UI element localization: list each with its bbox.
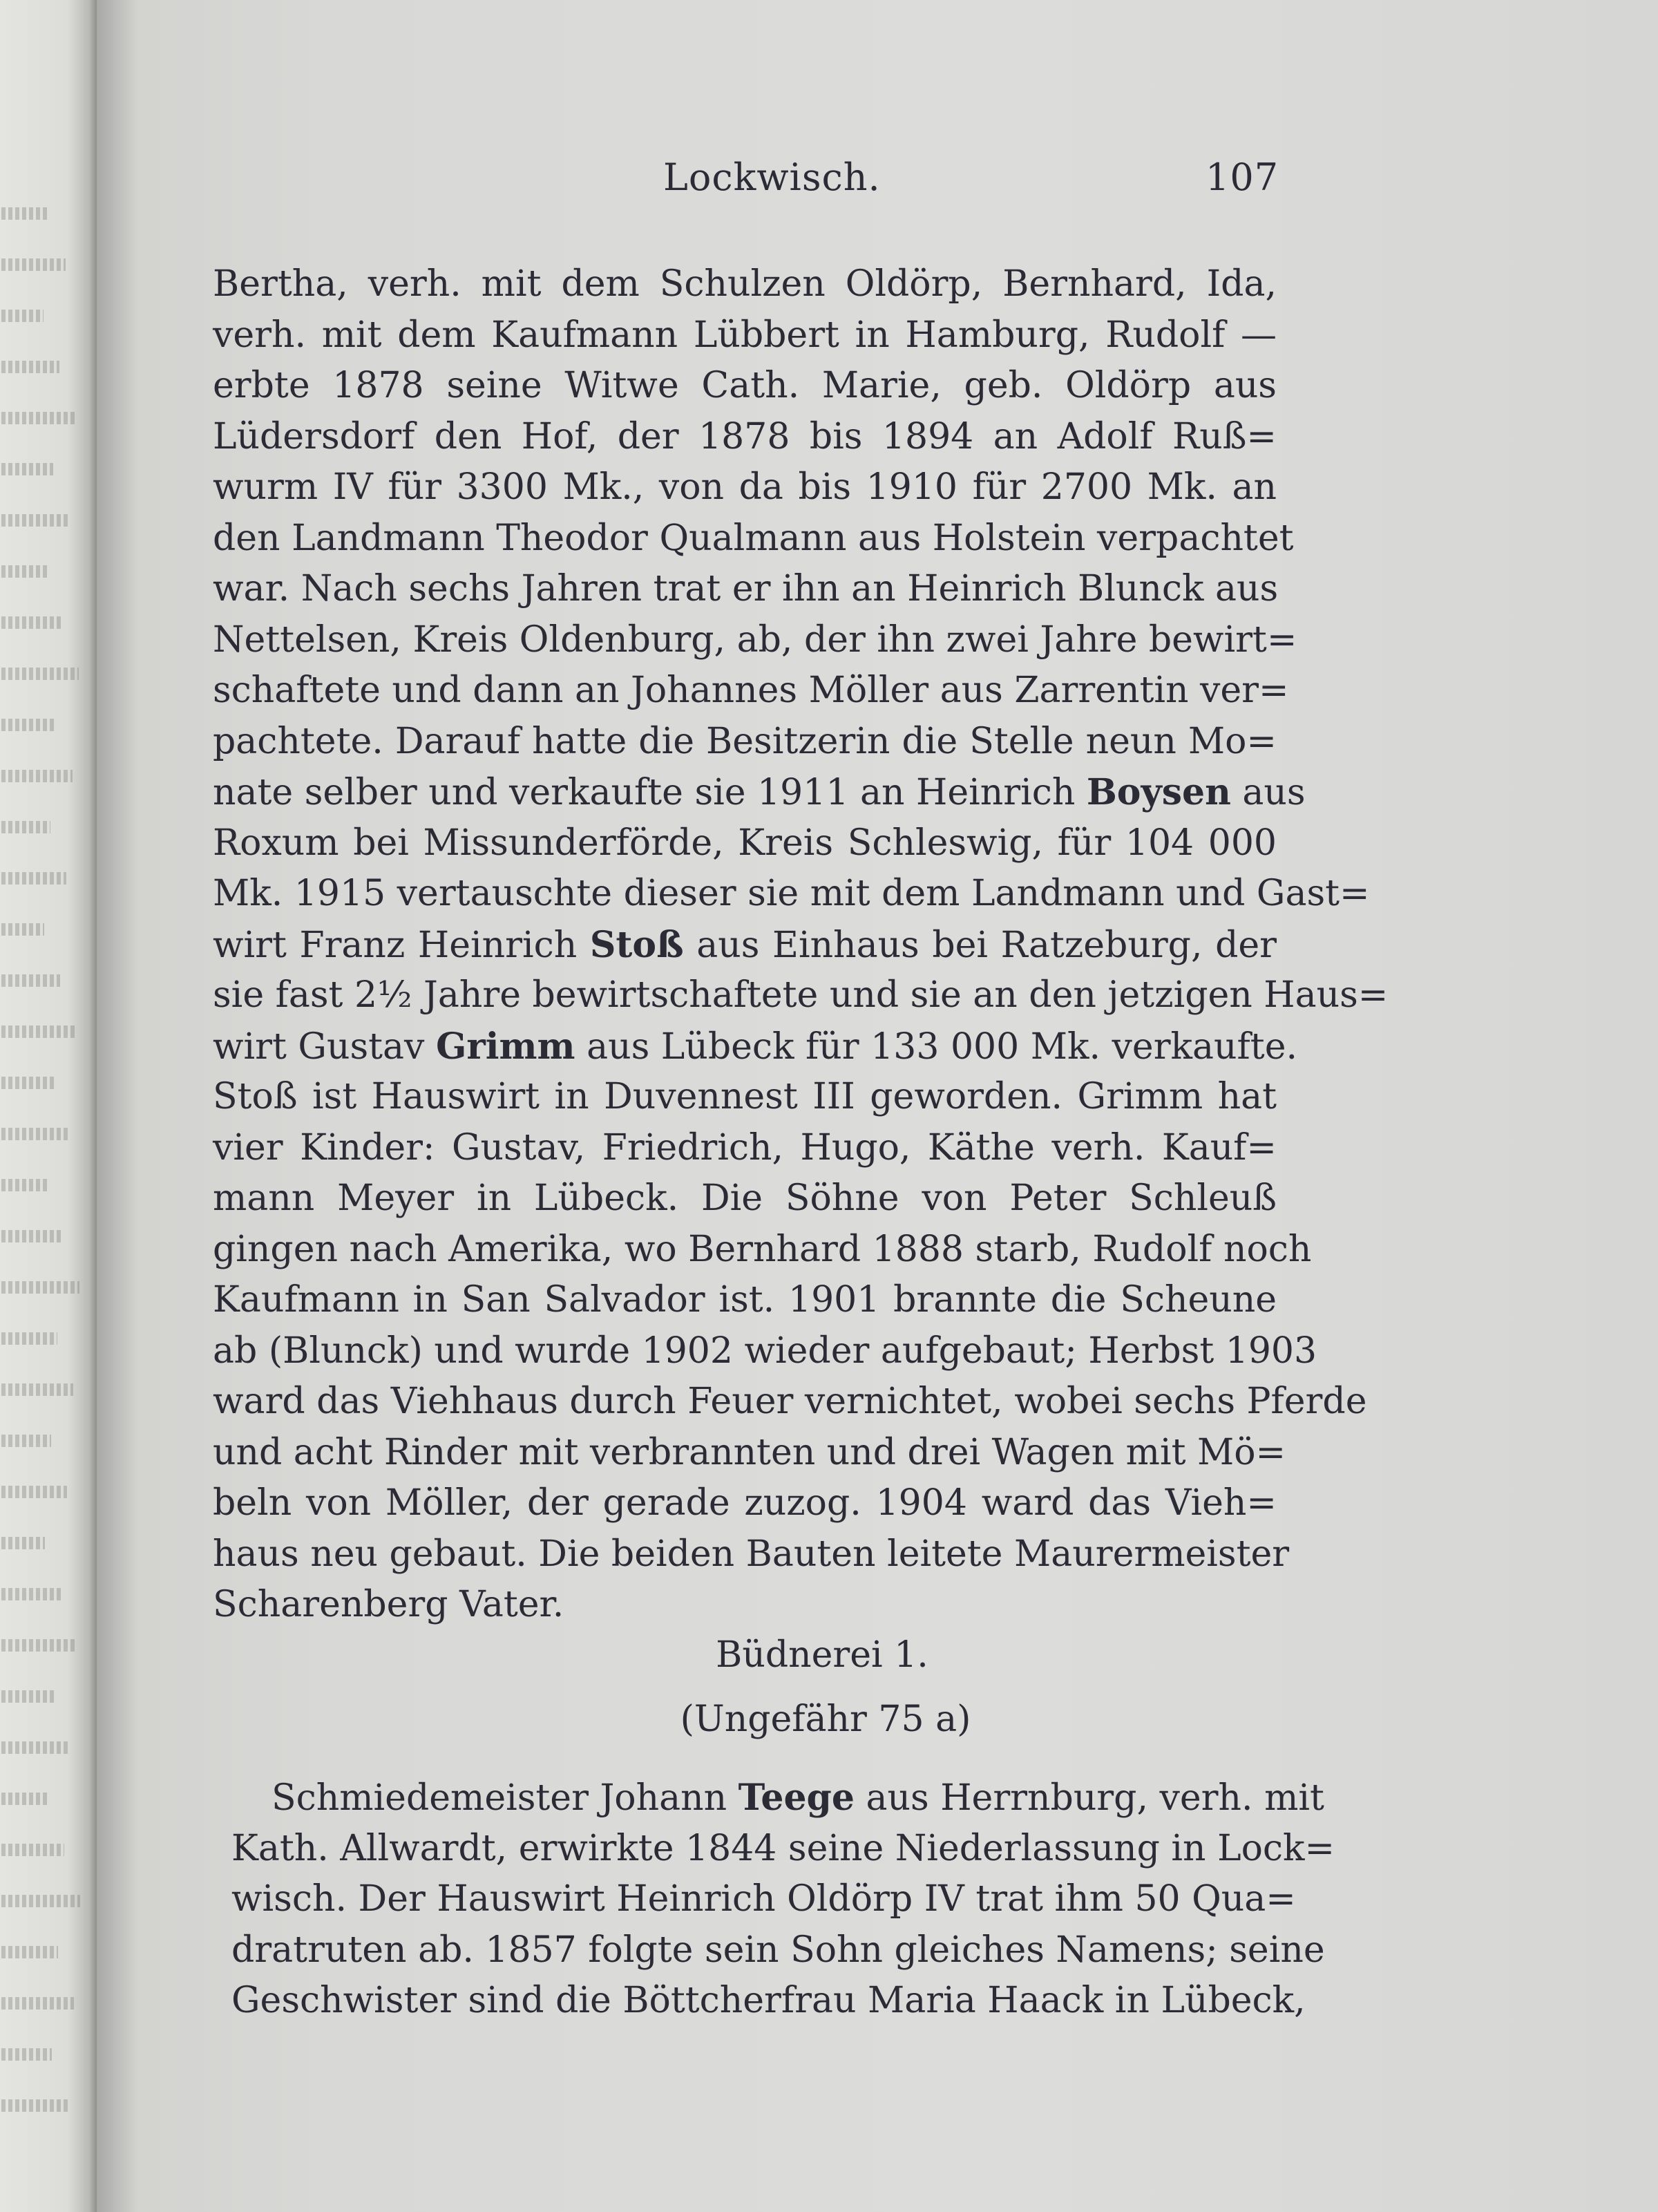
facing-page-text-fragment bbox=[1, 1077, 54, 1089]
facing-page-text-fragment bbox=[1, 668, 79, 680]
text-segment: schaftete und dann an Johannes Möller aus Zarrentin ver= bbox=[213, 670, 1289, 711]
text-line bbox=[213, 310, 1277, 361]
facing-page-text-fragment bbox=[1, 463, 53, 475]
text-line bbox=[213, 1478, 1277, 1529]
text-line bbox=[213, 615, 1297, 666]
section-heading: Büdnerei 1. bbox=[716, 1634, 928, 1676]
text-line bbox=[213, 259, 1277, 310]
facing-page-text-fragment bbox=[1, 1537, 45, 1549]
facing-page-text-fragment bbox=[1, 1588, 61, 1600]
text-segment: vier Kinder: Gustav, Friedrich, Hugo, Käthe verh. Kauf= bbox=[213, 1126, 1277, 1169]
text-segment: gingen nach Amerika, wo Bernhard 1888 starb, Rudolf noch bbox=[213, 1228, 1312, 1270]
text-segment: sie fast 2½ Jahre bewirtschaftete und sie an den jetzigen Haus= bbox=[213, 974, 1389, 1016]
bold-name: Stoß bbox=[589, 923, 684, 966]
text-segment: aus Herrnburg, verh. mit bbox=[854, 1777, 1324, 1819]
text-segment: Scharenberg Vater. bbox=[213, 1584, 564, 1625]
text-line bbox=[213, 361, 1277, 412]
text-segment: Lüdersdorf den Hof, der 1878 bis 1894 an Adolf Ruß= bbox=[213, 415, 1277, 457]
facing-page-text-fragment bbox=[1, 974, 60, 987]
text-line bbox=[213, 1173, 1277, 1225]
text-segment: erbte 1878 seine Witwe Cath. Marie, geb. Oldörp aus bbox=[213, 365, 1277, 406]
facing-page-text-fragment bbox=[1, 1332, 57, 1345]
text-segment: beln von Möller, der gerade zuzog. 1904 ward das Vieh= bbox=[213, 1482, 1277, 1524]
facing-page-text-fragment bbox=[1, 1486, 67, 1498]
text-segment: Geschwister sind die Böttcherfrau Maria Haack in Lübeck, bbox=[231, 1980, 1306, 2021]
text-segment: aus bbox=[1230, 772, 1306, 813]
facing-page-text-fragment bbox=[1, 310, 44, 322]
facing-page-text-fragment bbox=[1, 2099, 68, 2112]
text-line bbox=[213, 1529, 1290, 1580]
text-line bbox=[231, 1925, 1325, 1976]
page-number: 107 bbox=[1206, 155, 1279, 199]
text-line bbox=[213, 1326, 1317, 1377]
text-line bbox=[213, 717, 1277, 768]
text-segment: wirt Gustav bbox=[213, 1025, 436, 1068]
text-segment: aus Lübeck für 133 000 Mk. verkaufte. bbox=[575, 1025, 1297, 1068]
facing-page-text-fragment bbox=[1, 514, 69, 527]
facing-page-text-fragment bbox=[1, 1997, 74, 2010]
text-segment: verh. mit dem Kaufmann Lübbert in Hamburg, Rudolf — bbox=[213, 314, 1277, 356]
facing-page-text-fragment bbox=[1, 565, 47, 578]
facing-page-text-fragment bbox=[1, 1383, 73, 1396]
text-segment: Stoß ist Hauswirt in Duvennest III geworden. Grimm hat bbox=[213, 1076, 1277, 1117]
text-line bbox=[213, 1021, 1297, 1072]
bold-name: Teege bbox=[738, 1777, 855, 1819]
text-segment: Kaufmann in San Salvador ist. 1901 brannte die Scheune bbox=[213, 1279, 1277, 1321]
text-segment: wirt Franz Heinrich bbox=[213, 924, 590, 966]
text-segment: ward das Viehhaus durch Feuer vernichtet, wobei sechs Pferde bbox=[213, 1381, 1367, 1422]
facing-page-text-fragment bbox=[1, 258, 66, 271]
text-segment: pachtete. Darauf hatte die Besitzerin die Stelle neun Mo= bbox=[213, 720, 1277, 762]
paragraph-farm-history bbox=[213, 259, 1389, 1631]
text-line bbox=[213, 970, 1389, 1021]
text-segment: aus Einhaus bei Ratzeburg, der bbox=[683, 924, 1277, 966]
text-segment: wurm IV für 3300 Mk., von da bis 1910 für 2700 Mk. an bbox=[213, 466, 1277, 508]
text-segment: nate selber und verkaufte sie 1911 an Heinrich bbox=[213, 772, 1087, 813]
text-line bbox=[213, 1072, 1277, 1123]
text-segment: dratruten ab. 1857 folgte sein Sohn gleiches Namens; seine bbox=[231, 1929, 1325, 1971]
text-line bbox=[213, 767, 1306, 818]
facing-page-text-fragment bbox=[1, 1895, 80, 1907]
facing-page-text-fragment bbox=[1, 1793, 48, 1805]
text-segment: mann Meyer in Lübeck. Die Söhne von Peter Schleuß bbox=[213, 1178, 1277, 1219]
text-line bbox=[213, 462, 1277, 513]
text-segment: den Landmann Theodor Qualmann aus Holstein verpachtet bbox=[213, 517, 1294, 559]
facing-page-text-fragment bbox=[1, 1844, 64, 1856]
facing-page-text-fragment bbox=[1, 1179, 48, 1191]
text-segment: Schmiedemeister Johann bbox=[271, 1777, 739, 1819]
text-line bbox=[213, 1123, 1277, 1174]
text-line bbox=[231, 1824, 1335, 1875]
facing-page-text-fragment bbox=[1, 1025, 76, 1038]
facing-page-text-fragment bbox=[1, 616, 63, 629]
text-line bbox=[213, 1377, 1367, 1428]
text-segment: Roxum bei Missunderförde, Kreis Schleswig, für 104 000 bbox=[213, 822, 1277, 864]
facing-page-text-fragment bbox=[1, 1230, 64, 1242]
text-line bbox=[213, 1580, 1277, 1631]
text-line bbox=[213, 412, 1277, 463]
text-segment: ab (Blunck) und wurde 1902 wieder aufgebaut; Herbst 1903 bbox=[213, 1330, 1317, 1372]
text-segment: Kath. Allwardt, erwirkte 1844 seine Niederlassung in Lock= bbox=[231, 1827, 1335, 1869]
section-subheading-size: (Ungefähr 75 a) bbox=[680, 1699, 971, 1740]
facing-page-text-fragment bbox=[1, 821, 50, 833]
facing-page-text-fragment bbox=[1, 361, 59, 373]
text-line bbox=[231, 1773, 1324, 1824]
text-segment: haus neu gebaut. Die beiden Bauten leitete Maurermeister bbox=[213, 1533, 1290, 1575]
text-line bbox=[213, 920, 1277, 971]
facing-page-text-fragment bbox=[1, 2048, 52, 2061]
paragraph-budnerei bbox=[231, 1773, 1335, 2027]
text-segment: Bertha, verh. mit dem Schulzen Oldörp, Bernhard, Ida, bbox=[213, 263, 1277, 305]
text-segment: Nettelsen, Kreis Oldenburg, ab, der ihn zwei Jahre bewirt= bbox=[213, 618, 1297, 661]
text-line bbox=[213, 513, 1294, 565]
running-head-title: Lockwisch. bbox=[663, 155, 881, 199]
bold-name: Grimm bbox=[435, 1025, 575, 1068]
facing-page-text-fragment bbox=[1, 923, 44, 936]
facing-page-text-fragment bbox=[1, 719, 57, 731]
text-line bbox=[231, 1874, 1296, 1925]
bold-name: Boysen bbox=[1086, 771, 1231, 813]
text-line bbox=[213, 1275, 1277, 1326]
text-line bbox=[213, 818, 1277, 869]
page-fold-shadow bbox=[97, 0, 138, 2212]
facing-page-text-fragment bbox=[1, 207, 50, 220]
facing-page-text-fragment bbox=[1, 770, 73, 782]
facing-page-text-fragment bbox=[1, 1128, 70, 1140]
text-segment: wisch. Der Hauswirt Heinrich Oldörp IV trat ihm 50 Qua= bbox=[231, 1878, 1296, 1920]
text-line bbox=[213, 1428, 1286, 1479]
facing-page-text-fragment bbox=[1, 1435, 51, 1447]
text-line bbox=[231, 1976, 1306, 2027]
text-segment: und acht Rinder mit verbrannten und drei Wagen mit Mö= bbox=[213, 1431, 1286, 1473]
facing-page-edge bbox=[0, 0, 97, 2212]
facing-page-text-fragment bbox=[1, 872, 66, 885]
text-line bbox=[213, 869, 1370, 920]
text-line bbox=[213, 665, 1289, 717]
text-line bbox=[213, 1225, 1312, 1276]
text-segment: Mk. 1915 vertauschte dieser sie mit dem Landmann und Gast= bbox=[213, 873, 1370, 914]
facing-page-text-fragment bbox=[1, 1281, 79, 1294]
text-line bbox=[213, 564, 1277, 615]
text-segment: war. Nach sechs Jahren trat er ihn an Heinrich Blunck aus bbox=[213, 568, 1279, 609]
facing-page-text-fragment bbox=[1, 412, 75, 424]
facing-page-text-fragment bbox=[1, 1946, 58, 1958]
facing-page-text-fragment bbox=[1, 1741, 70, 1754]
